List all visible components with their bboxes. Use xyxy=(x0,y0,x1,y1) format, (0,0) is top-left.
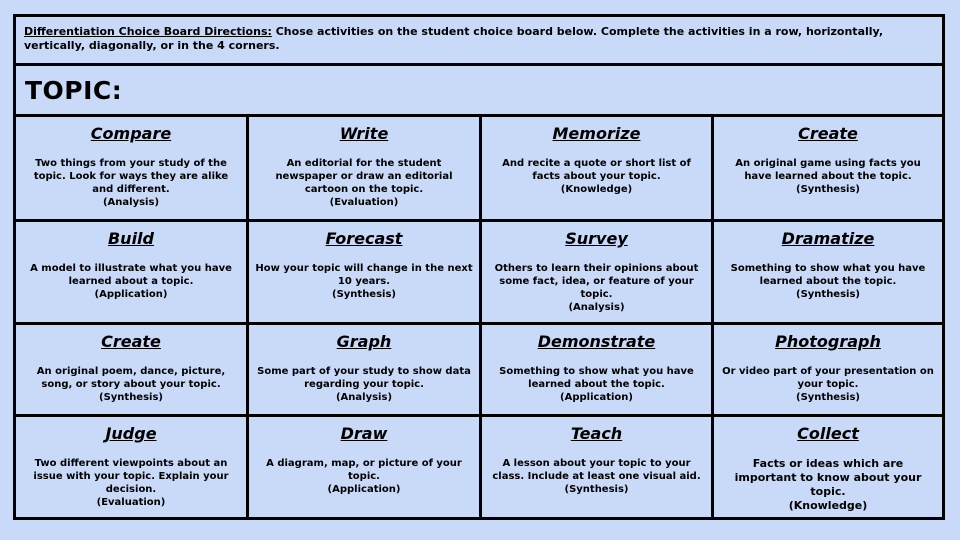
activity-description: An editorial for the student newspaper or draw an editorial cartoon on the topic. xyxy=(275,158,453,195)
activity-cell-survey xyxy=(482,222,714,325)
activity-description: Something to show what you have learned about the topic. xyxy=(730,263,926,287)
activity-title: Teach xyxy=(570,424,623,443)
choice-board xyxy=(13,14,945,520)
activity-description: Some part of your study to show data regarding your topic. xyxy=(257,366,471,390)
activity-title: Photograph xyxy=(775,332,881,351)
activity-title: Create xyxy=(798,124,858,143)
activity-description: And recite a quote or short list of facts about your topic. xyxy=(502,158,691,182)
activity-level: (Knowledge) xyxy=(560,184,633,195)
activity-level: (Analysis) xyxy=(568,302,625,313)
activity-level: (Analysis) xyxy=(102,197,160,208)
topic-heading: TOPIC: xyxy=(16,66,942,117)
activity-cell-build xyxy=(16,222,249,325)
activity-level: (Application) xyxy=(327,484,401,495)
activity-title: Draw xyxy=(340,424,388,443)
activity-description: Two things from your study of the topic. Look for ways they are alike and different. xyxy=(33,158,229,195)
activity-cell-write xyxy=(249,117,482,222)
activity-title: Demonstrate xyxy=(537,332,656,351)
activity-title: Compare xyxy=(90,124,172,143)
directions-label: Differentiation Choice Board Directions: xyxy=(24,25,272,38)
directions-box xyxy=(16,17,942,66)
activity-cell-forecast xyxy=(249,222,482,325)
activity-description: A diagram, map, or picture of your topic. xyxy=(266,458,462,482)
activity-cell-create-game xyxy=(714,117,942,222)
activity-description: Facts or ideas which are important to know about your topic. xyxy=(734,457,922,498)
activity-title: Write xyxy=(339,124,389,143)
activity-title: Build xyxy=(107,229,154,248)
activity-title: Create xyxy=(101,332,161,351)
activity-title: Judge xyxy=(105,424,157,443)
activity-level: (Application) xyxy=(94,289,168,300)
activity-level: (Synthesis) xyxy=(796,289,860,300)
activity-level: (Synthesis) xyxy=(332,289,396,300)
activity-title: Collect xyxy=(797,424,859,443)
activity-level: (Application) xyxy=(560,392,633,403)
activity-level: (Evaluation) xyxy=(329,197,399,208)
activity-description: Something to show what you have learned about the topic. xyxy=(499,366,694,390)
activity-title: Memorize xyxy=(552,124,641,143)
activity-description: A model to illustrate what you have learned about a topic. xyxy=(30,263,232,287)
activity-grid xyxy=(16,117,942,517)
activity-title: Forecast xyxy=(325,229,403,248)
activity-cell-memorize xyxy=(482,117,714,222)
activity-cell-create-poem xyxy=(16,325,249,417)
activity-description: Others to learn their opinions about some fact, idea, or feature of your topic. xyxy=(494,263,699,300)
activity-cell-dramatize xyxy=(714,222,942,325)
activity-cell-graph xyxy=(249,325,482,417)
activity-cell-photograph xyxy=(714,325,942,417)
activity-cell-draw xyxy=(249,417,482,517)
activity-cell-collect xyxy=(714,417,942,517)
activity-level: (Synthesis) xyxy=(99,392,163,403)
activity-level: (Synthesis) xyxy=(564,484,629,495)
activity-description: Or video part of your presentation on your topic. xyxy=(722,366,934,390)
activity-title: Dramatize xyxy=(781,229,875,248)
activity-level: (Knowledge) xyxy=(788,499,868,512)
directions-text: Chose activities on the student choice board below. Complete the activities in a row, horizontally, vertically, diagonally, or in the 4 corners. xyxy=(24,25,884,52)
activity-description: An original game using facts you have learned about the topic. xyxy=(735,158,921,182)
activity-level: (Evaluation) xyxy=(96,497,166,508)
activity-cell-demonstrate xyxy=(482,325,714,417)
activity-description: An original poem, dance, picture, song, or story about your topic. xyxy=(36,366,226,390)
activity-cell-compare xyxy=(16,117,249,222)
activity-title: Survey xyxy=(565,229,628,248)
activity-title: Graph xyxy=(336,332,392,351)
activity-cell-teach xyxy=(482,417,714,517)
activity-cell-judge xyxy=(16,417,249,517)
activity-description: A lesson about your topic to your class. Include at least one visual aid. xyxy=(492,458,701,482)
activity-level: (Synthesis) xyxy=(796,184,860,195)
activity-description: How your topic will change in the next 10 years. xyxy=(255,263,473,287)
activity-level: (Synthesis) xyxy=(796,392,860,403)
activity-level: (Analysis) xyxy=(335,392,393,403)
activity-description: Two different viewpoints about an issue with your topic. Explain your decision. xyxy=(33,458,229,495)
